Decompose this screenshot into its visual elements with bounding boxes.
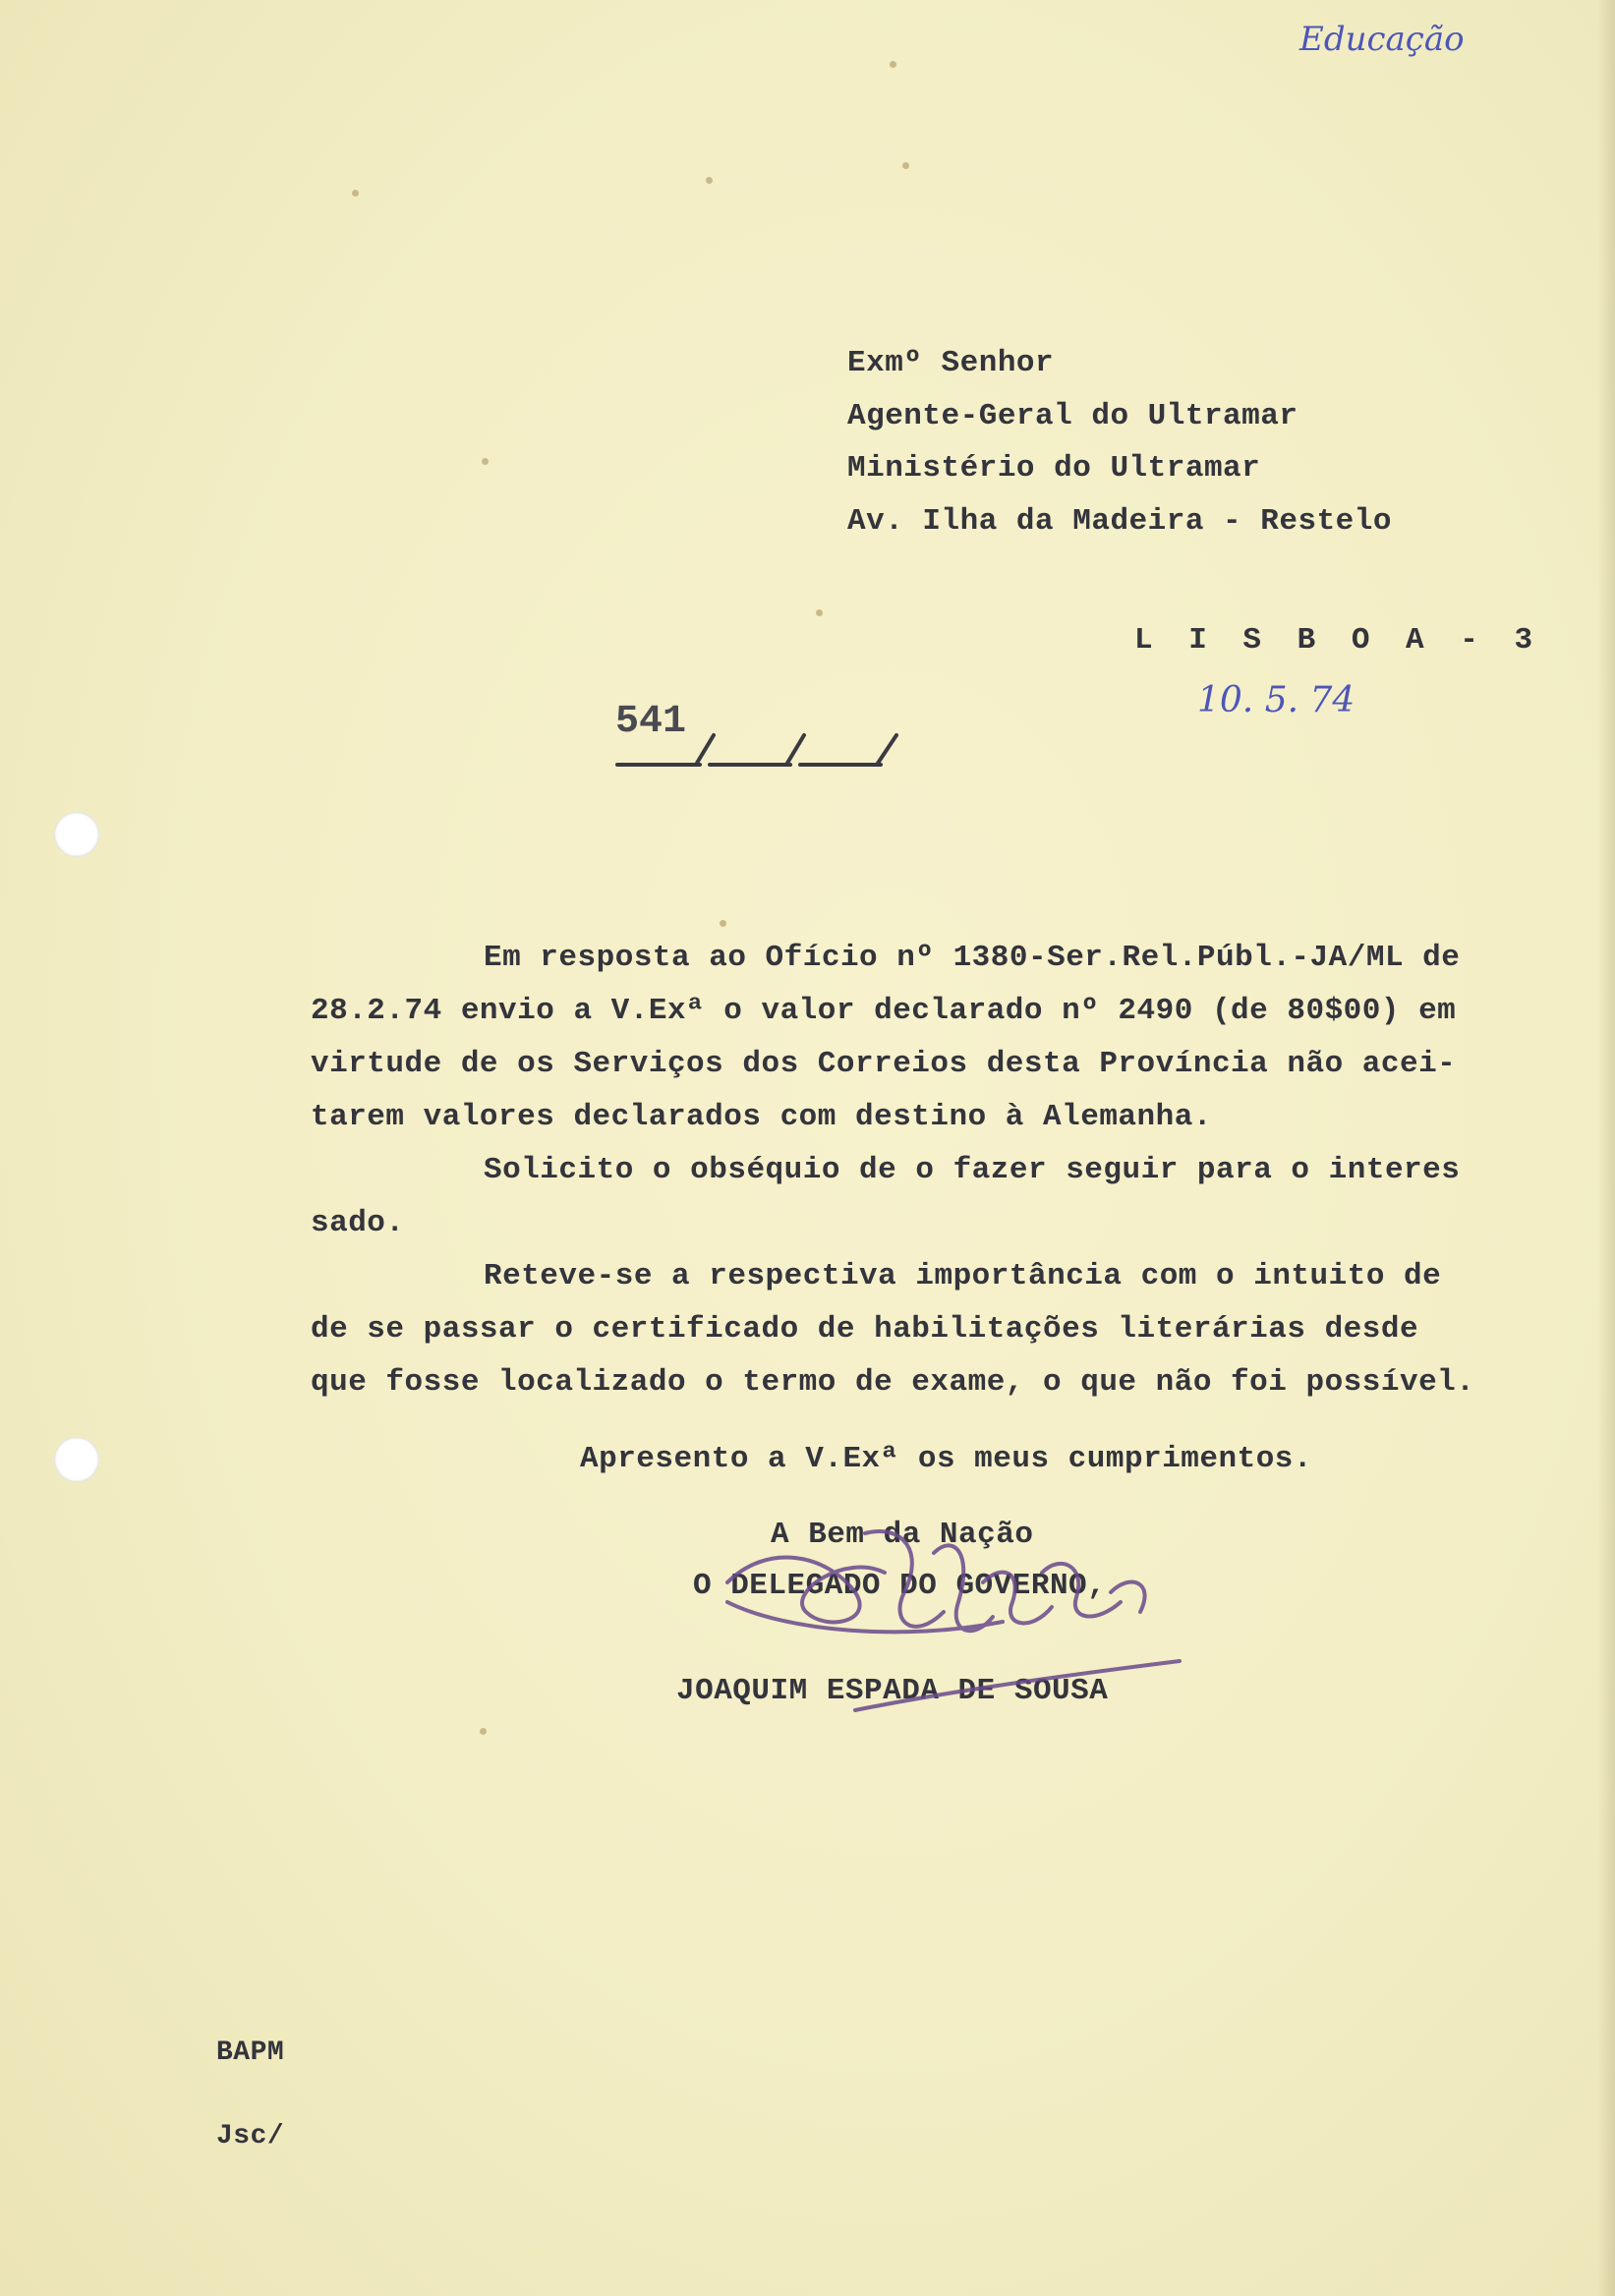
body-paragraph-line: tarem valores declarados com destino à Alemanha. <box>311 1100 1212 1134</box>
body-paragraph-line: Em resposta ao Ofício nº 1380-Ser.Rel.Públ.-JA/ML de <box>484 941 1461 975</box>
body-paragraph-line: Solicito o obséquio de o fazer seguir para o interes <box>484 1153 1461 1187</box>
signatory-name: JOAQUIM ESPADA DE SOUSA <box>676 1674 1109 1708</box>
handwritten-signature <box>708 1514 1219 1740</box>
sign-off-line: O DELEGADO DO GOVERNO, <box>693 1569 1107 1603</box>
paper-speck <box>480 1728 487 1735</box>
sign-off-line: A Bem da Nação <box>771 1518 1034 1552</box>
addressee-line: Ministério do Ultramar <box>847 451 1261 486</box>
paper-speck <box>890 61 896 68</box>
footer-initials: BAPM <box>216 2038 285 2068</box>
reference-slash-lines <box>613 700 908 769</box>
paper-speck <box>482 458 489 465</box>
punch-hole <box>54 1437 99 1482</box>
body-paragraph-line: 28.2.74 envio a V.Exª o valor declarado nº 2490 (de 80$00) em <box>311 994 1457 1028</box>
addressee-line: Agente-Geral do Ultramar <box>847 399 1298 433</box>
subject-tag-handwritten: Educação <box>1299 20 1465 59</box>
punch-hole <box>54 812 99 857</box>
addressee-line: Av. Ilha da Madeira - Restelo <box>847 504 1392 539</box>
footer-initials: Jsc/ <box>216 2121 285 2152</box>
body-paragraph-line: Reteve-se a respectiva importância com o intuito de <box>484 1259 1442 1293</box>
addressee-line: Exmº Senhor <box>847 346 1055 380</box>
body-paragraph-line: sado. <box>311 1206 405 1240</box>
reference-number: 541 <box>615 700 687 744</box>
body-paragraph-line: de se passar o certificado de habilitações literárias desde <box>311 1312 1419 1347</box>
body-paragraph-line: que fosse localizado o termo de exame, o que não foi possível. <box>311 1365 1475 1400</box>
paper-edge-shadow <box>1597 0 1615 2296</box>
body-paragraph-line: virtude de os Serviços dos Correios desta Província não acei- <box>311 1047 1457 1081</box>
paper-speck <box>706 177 713 184</box>
paper-speck <box>816 609 823 616</box>
paper-speck <box>352 190 359 197</box>
paper-speck <box>720 920 726 927</box>
closing-line: Apresento a V.Exª os meus cumprimentos. <box>580 1442 1313 1476</box>
date-handwritten: 10. 5. 74 <box>1197 680 1355 720</box>
city-line: L I S B O A - 3 <box>1134 623 1542 658</box>
reference-stamp <box>613 700 908 769</box>
paper-speck <box>902 162 909 169</box>
